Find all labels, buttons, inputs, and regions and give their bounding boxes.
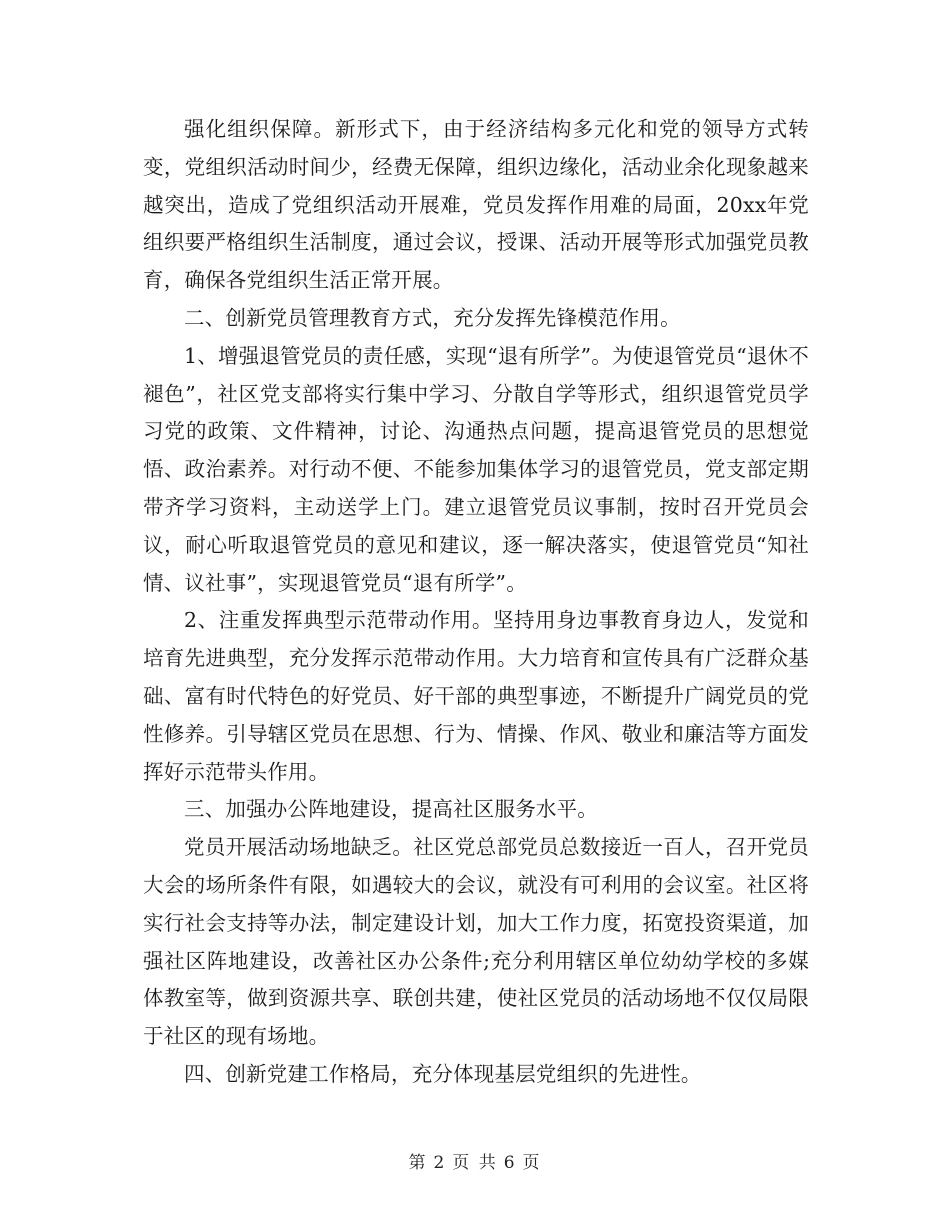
section-heading-2: 二、创新党员管理教育方式，充分发挥先锋模范作用。 <box>184 305 681 330</box>
footer-suffix: 页 <box>522 1153 542 1173</box>
section-heading-4: 四、创新党建工作格局，充分体现基层党组织的先进性。 <box>184 1061 702 1086</box>
paragraph-venue: 党员开展活动场地缺乏。社区党总部党员总数接近一百人，召开党员大会的场所条件有限，如遇较大的会议，就没有可利用的会议室。社区将实行社会支持等办法，制定建设计划，加大工作力度，拓宽投资渠道，加强社区阵地建设，改善社区办公条件;充分利用辖区单位幼幼学校的多媒体教室等，做到资源共享、联创共建，使社区党员的活动场地不仅仅局限于社区的现有场地。 <box>143 835 809 1049</box>
paragraph-org-guarantee: 强化组织保障。新形式下，由于经济结构多元化和党的领导方式转变，党组织活动时间少，经费无保障，组织边缘化，活动业余化现象越来越突出，造成了党组织活动开展难，党员发挥作用难的局面，20xx年党组织要严格组织生活制度，通过会议，授课、活动开展等形式加强党员教育，确保各党组织生活正常开展。 <box>143 117 809 293</box>
document-body <box>143 111 809 1094</box>
footer-middle: 页 共 <box>452 1153 498 1173</box>
footer-prefix: 第 <box>408 1153 428 1173</box>
section-heading-3: 三、加强办公阵地建设，提高社区服务水平。 <box>184 797 598 822</box>
footer-total-pages: 6 <box>503 1153 517 1173</box>
paragraph-role-models: 2、注重发挥典型示范带动作用。坚持用身边事教育身边人，发觉和培育先进典型，充分发挥示范带动作用。大力培育和宣传具有广泛群众基础、富有时代特色的好党员、好干部的典型事迹，不断提升广阔党员的党性修养。引导辖区党员在思想、行为、情操、作风、敬业和廉洁等方面发挥好示范带头作用。 <box>143 608 809 784</box>
paragraph-retired-members: 1、增强退管党员的责任感，实现“退有所学”。为使退管党员“退休不褪色”，社区党支部将实行集中学习、分散自学等形式，组织退管党员学习党的政策、文件精神，讨论、沟通热点问题，提高退管党员的思想觉悟、政治素养。对行动不便、不能参加集体学习的退管党员，党支部定期带齐学习资料，主动送学上门。建立退管党员议事制，按时召开党员会议，耐心听取退管党员的意见和建议，逐一解决落实，使退管党员“知社情、议社事”，实现退管党员“退有所学”。 <box>143 343 809 595</box>
footer-page-number: 2 <box>433 1153 447 1173</box>
page-footer <box>0 1148 950 1173</box>
